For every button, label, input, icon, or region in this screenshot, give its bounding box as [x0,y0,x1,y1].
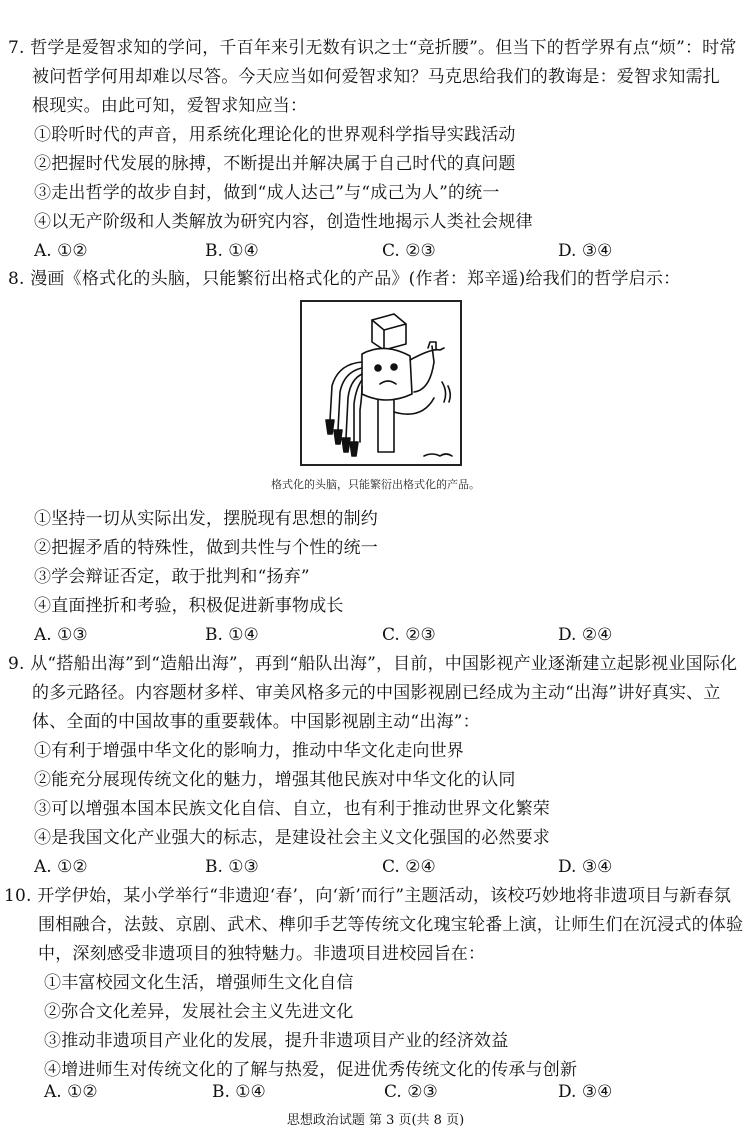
q10-answer-c: C. ②③ [384,1082,438,1102]
q8-answer-d: D. ②④ [558,625,613,645]
q8-option-4: ④直面挫折和考验，积极促进新事物成长 [34,596,344,616]
q8-option-3: ③学会辩证否定，敢于批判和“扬弃” [34,567,310,587]
q7-stem-line-3: 根现实。由此可知，爱智求知应当： [32,96,308,116]
q9-option-2: ②能充分展现传统文化的魅力，增强其他民族对中华文化的认同 [34,770,516,790]
q7-stem-line-2: 被问哲学何用却难以尽答。今天应当如何爱智求知？马克思给我们的教诲是：爱智求知需扎 [32,67,720,87]
q9-option-3: ③可以增强本国本民族文化自信、自立，也有利于推动世界文化繁荣 [34,799,550,819]
q9-stem-line-1: 9. 从“搭船出海”到“造船出海”，再到“船队出海”，目前，中国影视产业逐渐建立起影视业国际化 [8,654,738,674]
q7-answer-d: D. ③④ [558,241,613,261]
q7-option-4: ④以无产阶级和人类解放为研究内容，创造性地揭示人类社会规律 [34,212,533,232]
q7-stem-line-1: 7. 哲学是爱智求知的学问，千百年来引无数有识之士“竞折腰”。但当下的哲学界有点“烦”：时常 [8,38,737,58]
q10-stem-line-2: 围相融合，法鼓、京剧、武术、榫卯手艺等传统文化瑰宝轮番上演，让师生们在沉浸式的体验 [38,915,744,935]
q9-answer-c: C. ②④ [382,857,436,877]
q10-option-2: ②弥合文化差异，发展社会主义先进文化 [44,1002,354,1022]
q8-stem-line-1: 8. 漫画《格式化的头脑，只能繁衍出格式化的产品》(作者：郑辛遥)给我们的哲学启示： [8,269,681,289]
cartoon-illustration [302,302,460,464]
q7-option-1: ①聆听时代的声音，用系统化理论化的世界观科学指导实践活动 [34,125,516,145]
q9-answer-d: D. ③④ [558,857,613,877]
q8-answer-b: B. ①④ [205,625,259,645]
q9-answer-b: B. ①③ [205,857,259,877]
q10-stem-line-3: 中，深刻感受非遗项目的独特魅力。非遗项目进校园旨在： [38,944,486,964]
q9-stem-line-2: 的多元路径。内容题材多样、审美风格多元的中国影视剧已经成为主动“出海”讲好真实、立 [32,683,721,703]
q7-option-3: ③走出哲学的故步自封，做到“成人达己”与“成己为人”的统一 [34,183,500,203]
q7-answer-b: B. ①④ [205,241,259,261]
q8-option-1: ①坚持一切从实际出发，摆脱现有思想的制约 [34,509,378,529]
q9-option-4: ④是我国文化产业强大的标志，是建设社会主义文化强国的必然要求 [34,828,550,848]
q9-option-1: ①有利于增强中华文化的影响力，推动中华文化走向世界 [34,741,464,761]
cartoon-caption: 格式化的头脑，只能繁衍出格式化的产品。 [271,478,480,491]
q8-answer-c: C. ②③ [382,625,436,645]
q9-answer-a: A. ①② [34,857,88,877]
q10-answer-d: D. ③④ [558,1082,613,1102]
page-footer: 思想政治试题 第 3 页(共 8 页) [286,1113,465,1128]
q10-option-3: ③推动非遗项目产业化的发展，提升非遗项目产业的经济效益 [44,1031,509,1051]
q10-option-1: ①丰富校园文化生活，增强师生文化自信 [44,973,354,993]
q7-answer-c: C. ②③ [382,241,436,261]
q7-option-2: ②把握时代发展的脉搏，不断提出并解决属于自己时代的真问题 [34,154,516,174]
q10-option-4: ④增进师生对传统文化的了解与热爱，促进优秀传统文化的传承与创新 [44,1060,578,1080]
q10-answer-b: B. ①④ [212,1082,266,1102]
q9-stem-line-3: 体、全面的中国故事的重要载体。中国影视剧主动“出海”： [32,712,480,732]
q7-answer-a: A. ①② [34,241,88,261]
q10-stem-line-1: 10. 开学伊始，某小学举行“非遗迎‘春’，向‘新’而行”主题活动，该校巧妙地将非遗项目与新春氛 [4,886,732,906]
q8-option-2: ②把握矛盾的特殊性，做到共性与个性的统一 [34,538,378,558]
q8-answer-a: A. ①③ [34,625,88,645]
cartoon-figure [300,300,462,466]
q10-answer-a: A. ①② [44,1082,98,1102]
